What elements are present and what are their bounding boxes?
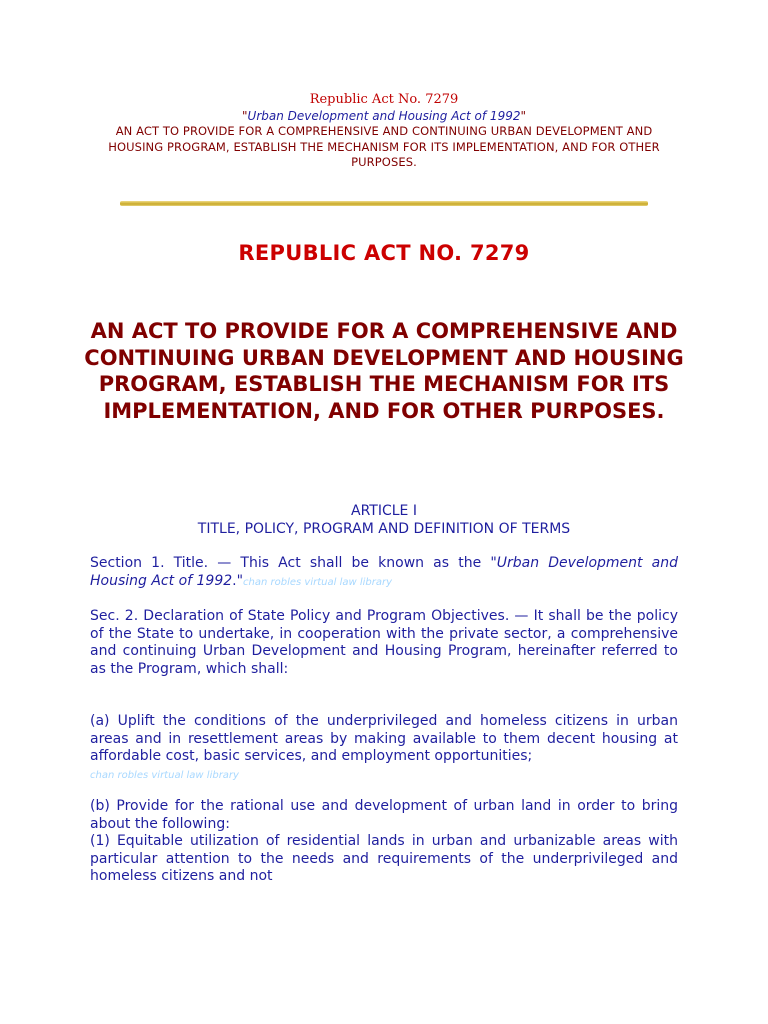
main-title: AN ACT TO PROVIDE FOR A COMPREHENSIVE AND CONTINUING URBAN DEVELOPMENT AND HOUSING PROGRAM, ESTABLISH THE MECHANISM FOR ITS IMPLEMENTATION, AND FOR OTHER PURPOSES. [84,319,684,423]
header-short-title-text: Urban Development and Housing Act of 1992 [247,109,521,123]
article-number: ARTICLE I [351,503,417,519]
section-1-act-title: Urban Development and Housing Act of 1992 [90,555,679,589]
section-1 [90,555,678,591]
section-1-prefix: Section 1. Title. — This Act shall be known as the " [90,555,497,571]
document-header [90,92,678,171]
article-heading [90,503,678,538]
paragraph-a [90,713,678,784]
gold-divider [120,201,648,206]
header-act-number: Republic Act No. 7279 [309,92,459,107]
article-title: TITLE, POLICY, PROGRAM AND DEFINITION OF TERMS [197,520,571,537]
watermark-text: chan robles virtual law library [90,769,239,781]
paragraph-a-text: (a) Uplift the conditions of the underprivileged and homeless citizens in urban areas and in resettlement areas by making available to them decent housing at affordable cost, basic services, and employment opportunities; [90,713,678,764]
main-act-number: REPUBLIC ACT NO. 7279 [238,241,530,265]
header-short-title: "Urban Development and Housing Act of 1992" [242,109,526,123]
watermark-text: chan robles virtual law library [243,576,393,588]
paragraph-b: (b) Provide for the rational use and development of urban land in order to bring about the following: [90,798,678,832]
header-full-title: AN ACT TO PROVIDE FOR A COMPREHENSIVE AND CONTINUING URBAN DEVELOPMENT AND HOUSING PROGRAM, ESTABLISH THE MECHANISM FOR ITS IMPLEMENTATION, AND FOR OTHER PURPOSES. [108,124,660,169]
paragraph-b-1: (1) Equitable utilization of residential lands in urban and urbanizable areas with particular attention to the needs and requirements of the underprivileged and homeless citizens and not [90,833,678,884]
section-2: Sec. 2. Declaration of State Policy and Program Objectives. — It shall be the policy of the State to undertake, in cooperation with the private sector, a comprehensive and continuing Urban Development and Housing Program, hereinafter referred to as the Program, which shall: [90,608,678,677]
section-1-suffix: ." [232,572,244,589]
